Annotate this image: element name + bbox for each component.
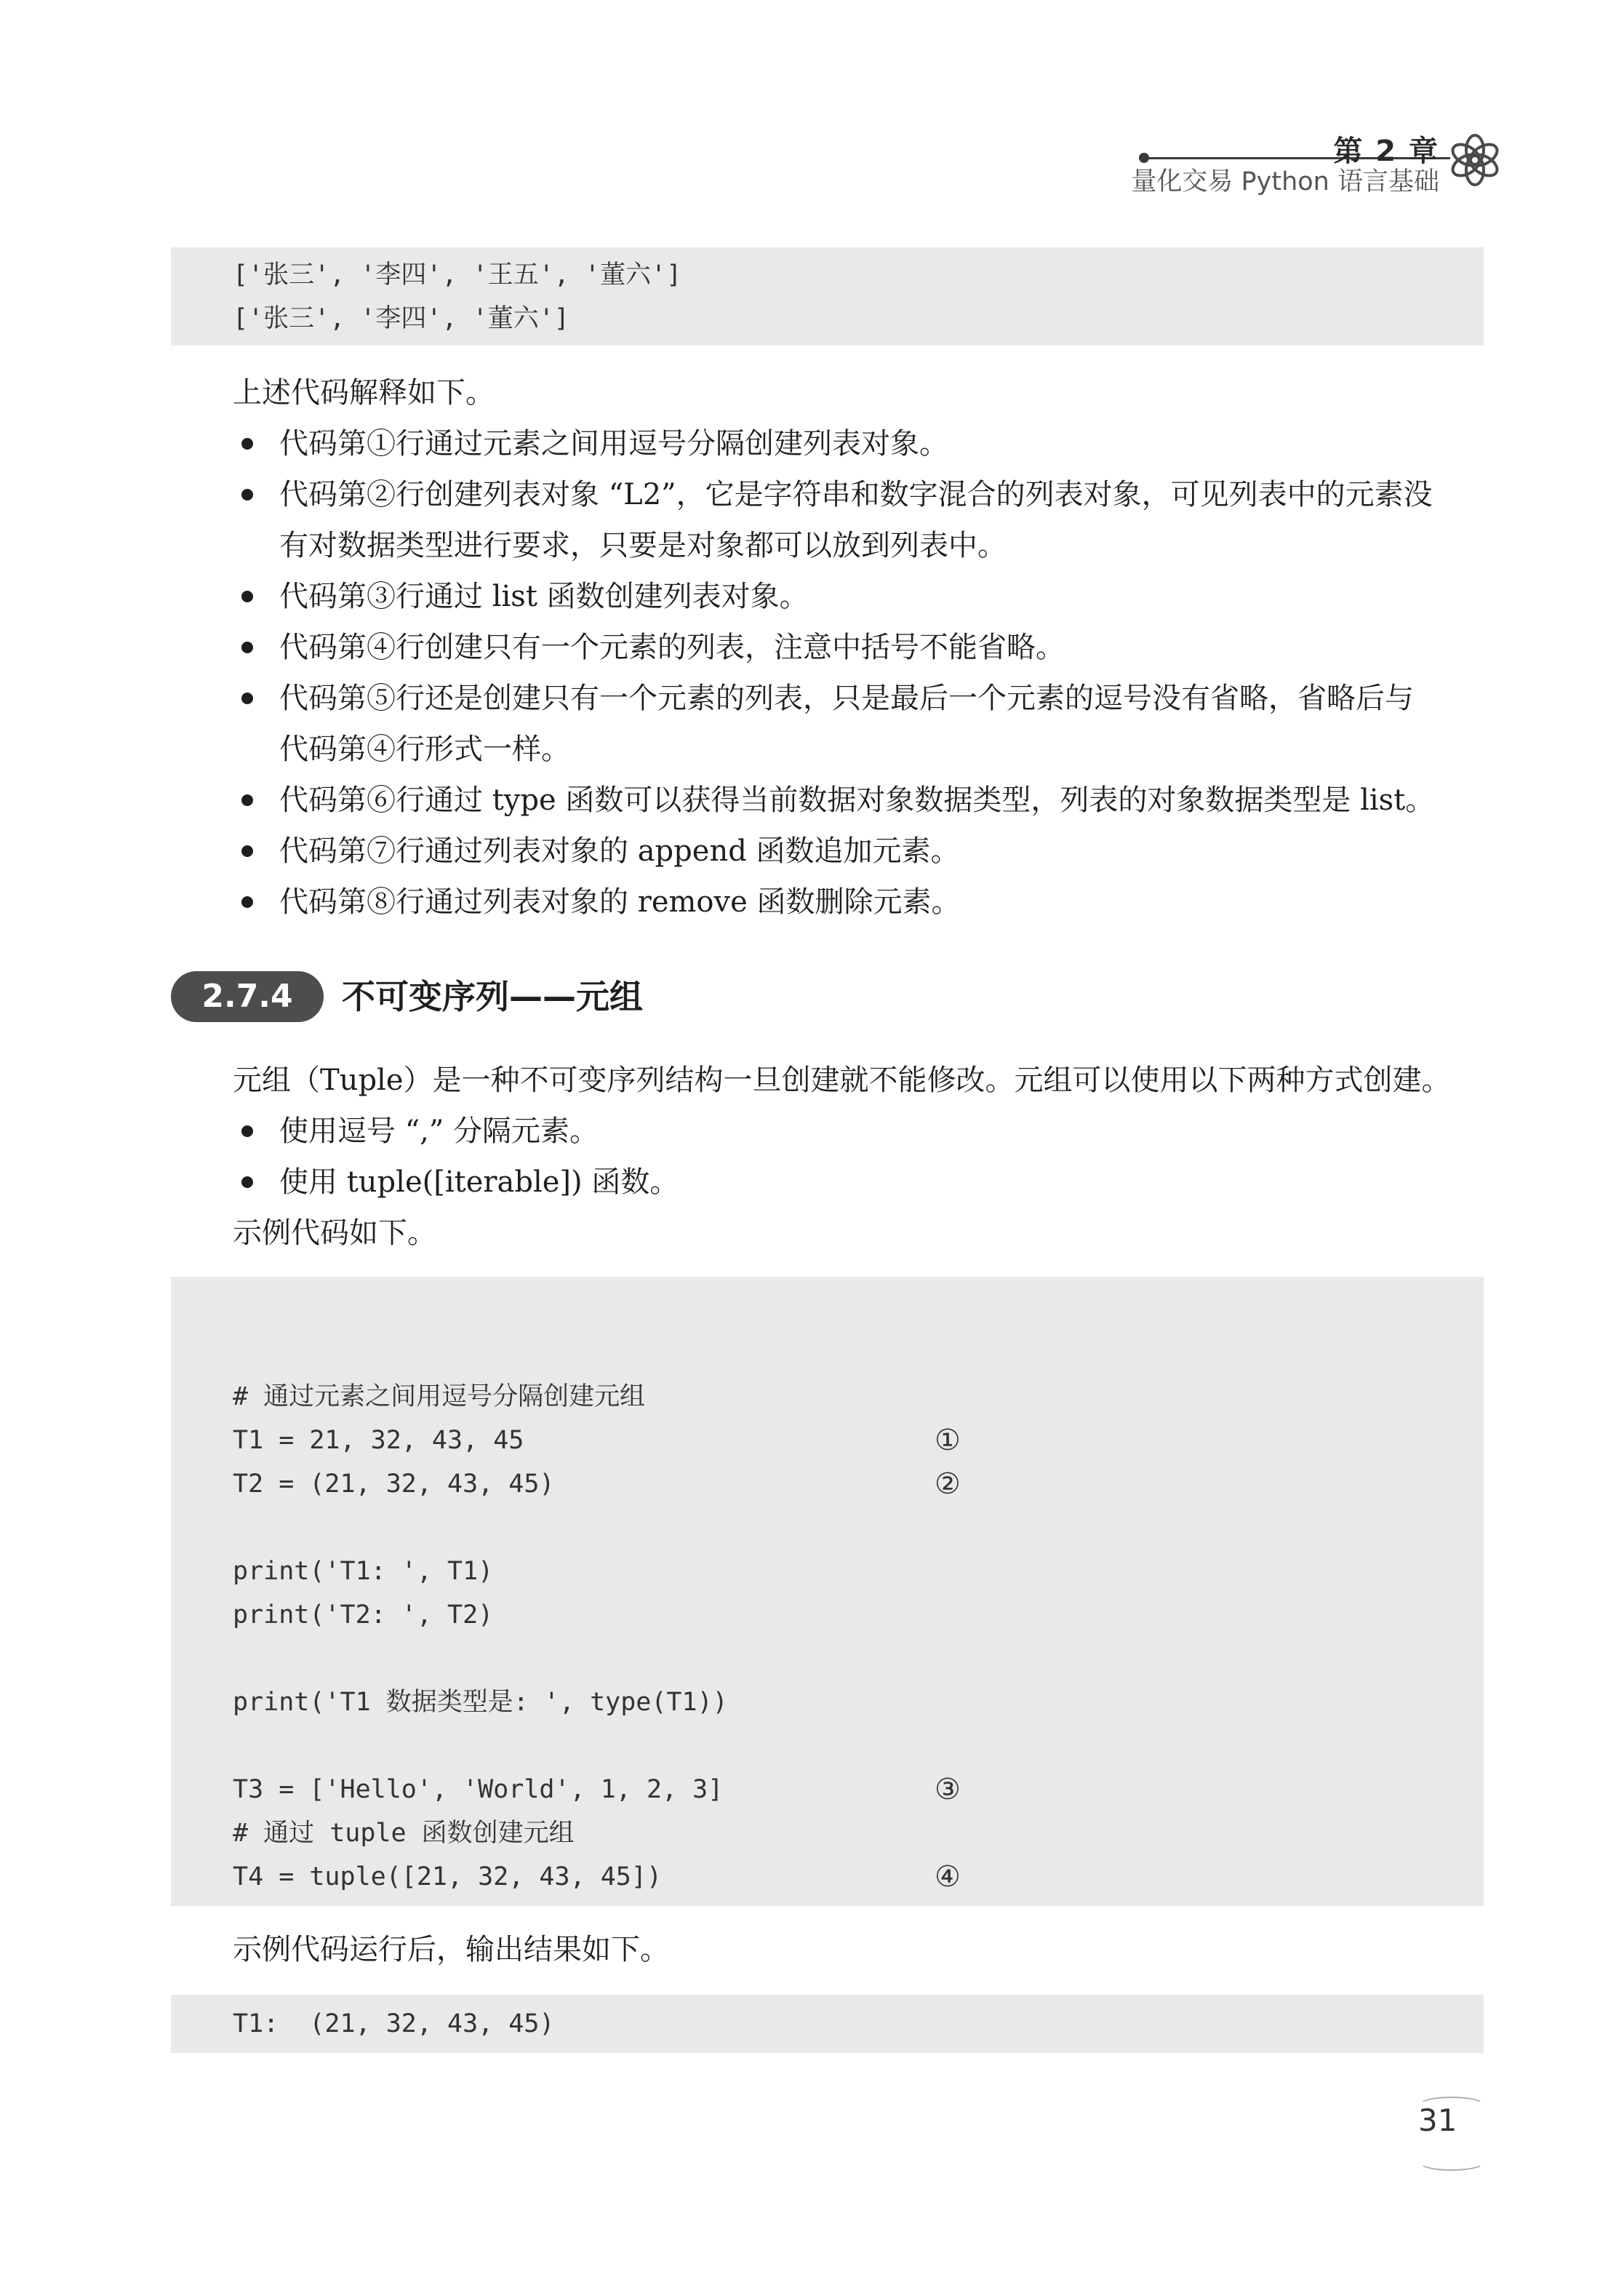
bullet-icon xyxy=(241,1125,253,1137)
bullet-icon xyxy=(241,642,253,653)
bullet-icon xyxy=(241,591,253,602)
list-item-text: 代码第④行创建只有一个元素的列表，注意中括号不能省略。 xyxy=(279,631,1065,664)
line-marker: ① xyxy=(935,1424,961,1457)
code-line: T2 = (21, 32, 43, 45) xyxy=(233,1470,555,1499)
bullet-icon xyxy=(241,489,253,501)
page-number: 31 xyxy=(1418,2102,1457,2138)
code-output-block-bottom xyxy=(171,1995,1484,2053)
knot-logo-icon xyxy=(1447,132,1503,188)
code-line: T1 = 21, 32, 43, 45 xyxy=(233,1426,524,1455)
code-line: print('T2: ', T2) xyxy=(233,1600,494,1630)
section-number-badge: 2.7.4 xyxy=(171,971,324,1022)
code-line: T1: (21, 32, 43, 45) xyxy=(233,2009,555,2038)
list-item-text: 代码第①行通过元素之间用逗号分隔创建列表对象。 xyxy=(279,427,948,460)
code-line: ['张三', '李四', '董六'] xyxy=(233,304,569,333)
example-label: 示例代码如下。 xyxy=(233,1216,436,1250)
code-line: T4 = tuple([21, 32, 43, 45]) xyxy=(233,1862,663,1891)
list-item-text: 代码第③行通过 list 函数创建列表对象。 xyxy=(279,580,809,613)
code-output-block-top xyxy=(171,247,1484,346)
bullet-icon xyxy=(241,693,253,704)
list-item-text: 代码第⑥行通过 type 函数可以获得当前数据对象数据类型，列表的对象数据类型是 list。 xyxy=(279,783,1435,817)
result-label: 示例代码运行后，输出结果如下。 xyxy=(233,1933,669,1966)
code-line: print('T1: ', T1) xyxy=(233,1557,494,1586)
bullet-icon xyxy=(241,438,253,450)
chapter-subtitle: 量化交易 Python 语言基础 xyxy=(1131,167,1439,196)
tuple-intro: 元组（Tuple）是一种不可变序列结构一旦创建就不能修改。元组可以使用以下两种方式创建。 xyxy=(233,1064,1451,1097)
bullet-icon xyxy=(241,1176,253,1188)
list-item-text: 使用 tuple([iterable]) 函数。 xyxy=(279,1165,679,1199)
code-line: ['张三', '李四', '王五', '董六'] xyxy=(233,260,682,290)
code-line: T3 = ['Hello', 'World', 1, 2, 3] xyxy=(233,1775,724,1804)
list-item-text: 代码第④行形式一样。 xyxy=(279,733,570,766)
chapter-label: 第 2 章 xyxy=(1333,135,1439,168)
page-number-arc xyxy=(1418,2153,1485,2171)
code-line: # 通过元素之间用逗号分隔创建元组 xyxy=(233,1382,646,1411)
list-item-text: 代码第②行创建列表对象 “L2”，它是字符串和数字混合的列表对象，可见列表中的元素没 xyxy=(279,478,1433,511)
list-item-text: 代码第⑧行通过列表对象的 remove 函数删除元素。 xyxy=(279,885,961,919)
list-item-text: 使用逗号 “,” 分隔元素。 xyxy=(279,1114,599,1148)
line-marker: ③ xyxy=(935,1773,961,1806)
line-marker: ② xyxy=(935,1467,961,1501)
list-item-text: 代码第⑦行通过列表对象的 append 函数追加元素。 xyxy=(279,834,960,868)
list-item-text: 有对数据类型进行要求，只要是对象都可以放到列表中。 xyxy=(279,529,1007,562)
bullet-icon xyxy=(241,794,253,806)
bullet-icon xyxy=(241,896,253,908)
code-line: # 通过 tuple 函数创建元组 xyxy=(233,1819,575,1848)
line-marker: ④ xyxy=(935,1860,961,1894)
code-example-block xyxy=(171,1277,1484,1906)
explanation-intro: 上述代码解释如下。 xyxy=(233,376,495,410)
code-line: print('T1 数据类型是: ', type(T1)) xyxy=(233,1688,728,1717)
list-item-text: 代码第⑤行还是创建只有一个元素的列表，只是最后一个元素的逗号没有省略，省略后与 xyxy=(279,682,1414,715)
section-title: 不可变序列——元组 xyxy=(342,977,643,1016)
bullet-icon xyxy=(241,845,253,857)
